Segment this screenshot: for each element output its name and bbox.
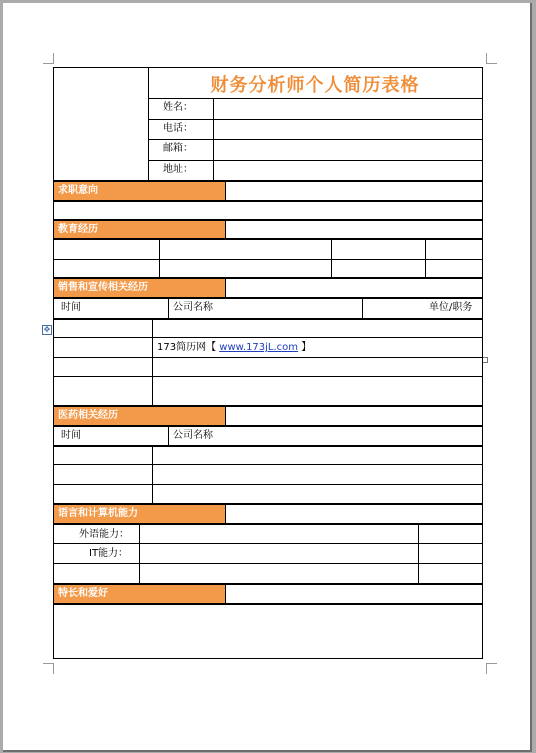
phone-label: 电话： xyxy=(163,123,193,134)
medical-row-field[interactable] xyxy=(153,447,482,464)
address-field[interactable] xyxy=(214,161,482,181)
medical-row-field[interactable] xyxy=(153,465,482,484)
section-header-job-intent: 求职意向 xyxy=(54,182,225,200)
sales-row-field[interactable] xyxy=(153,358,482,376)
resume-form xyxy=(53,67,483,659)
sales-row-field[interactable] xyxy=(153,320,482,337)
it-skill-label: IT能力： xyxy=(89,548,129,559)
sales-company-header: 公司名称 xyxy=(173,302,213,313)
hobbies-field[interactable] xyxy=(54,605,482,658)
section-header-language-computer: 语言和计算机能力 xyxy=(54,505,225,523)
name-label: 姓名： xyxy=(163,102,193,113)
education-cell[interactable] xyxy=(54,240,158,259)
section-header-medical-experience: 医药相关经历 xyxy=(54,407,225,425)
section-header-sales-experience: 销售和宣传相关经历 xyxy=(54,279,225,297)
foreign-language-label: 外语能力： xyxy=(79,529,129,540)
phone-field[interactable] xyxy=(214,120,482,139)
email-label: 邮箱： xyxy=(163,143,193,154)
medical-row-field[interactable] xyxy=(153,485,482,503)
address-label: 地址： xyxy=(163,164,193,175)
medical-time-header: 时间 xyxy=(61,430,81,441)
watermark-link[interactable]: www.173jL.com xyxy=(219,342,299,353)
page-title: 财务分析师个人简历表格 xyxy=(210,75,420,96)
photo-cell[interactable] xyxy=(54,68,148,180)
job-intent-field[interactable] xyxy=(54,202,482,219)
watermark-text: 173简历网【 www.173jL.com 】 xyxy=(157,342,312,353)
move-cross-icon[interactable]: ✥ xyxy=(43,325,51,334)
sales-time-header: 时间 xyxy=(61,302,81,313)
section-header-hobbies: 特长和爱好 xyxy=(54,585,225,603)
section-header-education: 教育经历 xyxy=(54,221,225,238)
crop-mark xyxy=(43,53,54,64)
crop-mark xyxy=(486,53,497,64)
crop-mark xyxy=(43,663,54,674)
education-cell[interactable] xyxy=(54,260,158,277)
email-field[interactable] xyxy=(214,140,482,160)
crop-mark xyxy=(486,663,497,674)
it-skill-field[interactable] xyxy=(140,544,417,563)
name-field[interactable] xyxy=(214,99,482,119)
sales-row-field[interactable] xyxy=(153,377,482,405)
foreign-language-field[interactable] xyxy=(140,525,417,543)
sales-position-header: 单位/职务 xyxy=(429,302,473,313)
medical-company-header: 公司名称 xyxy=(173,430,213,441)
